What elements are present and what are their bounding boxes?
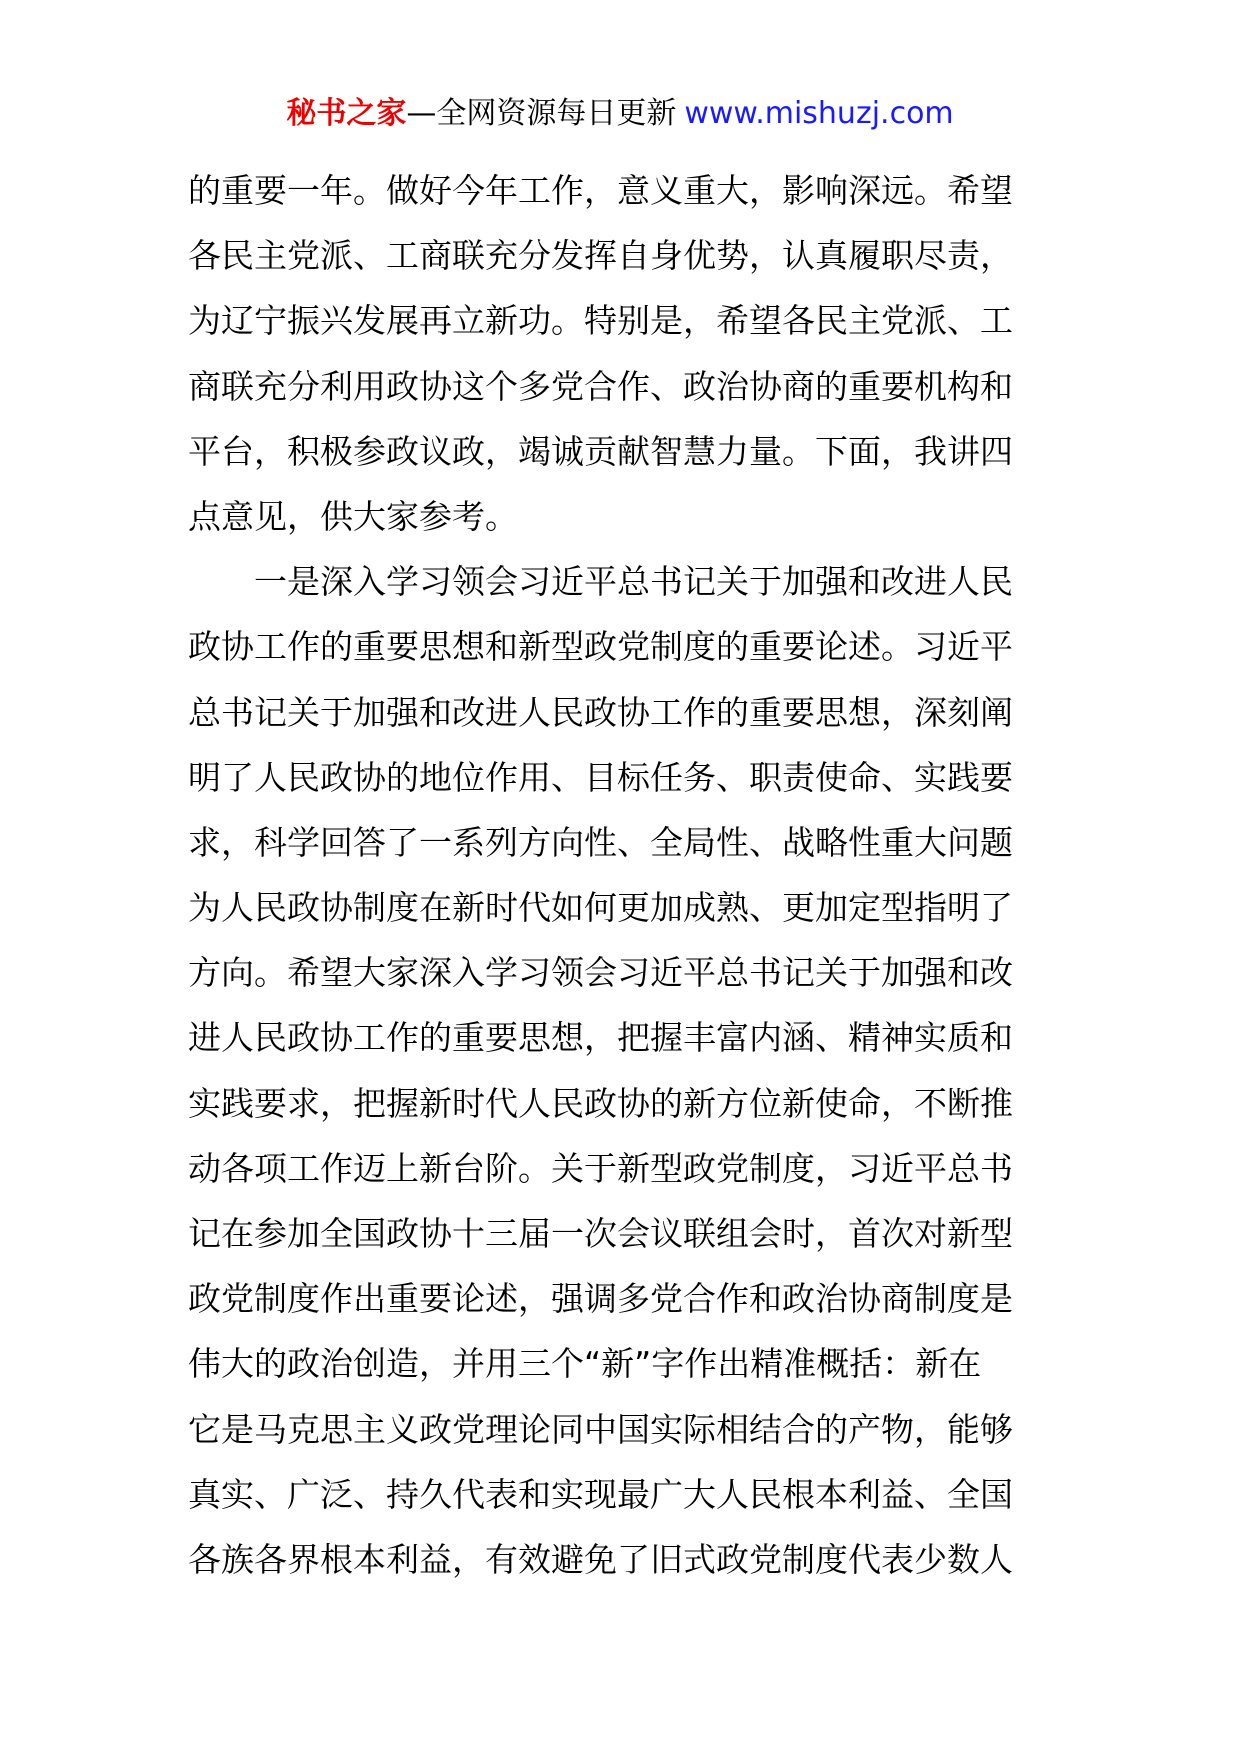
text-line: 商联充分利用政协这个多党合作、政治协商的重要机构和 (188, 366, 1013, 406)
text-line: 政协工作的重要思想和新型政党制度的重要论述。习近平 (188, 627, 1013, 667)
text-line: 总书记关于加强和改进人民政协工作的重要思想，深刻阐 (188, 692, 1013, 732)
text-line: 各民主党派、工商联充分发挥自身优势，认真履职尽责， (188, 236, 1013, 276)
watermark-header (0, 94, 1240, 134)
brand-name: 秘书之家 (286, 96, 407, 131)
text-line: 求，科学回答了一系列方向性、全局性、战略性重大问题 (188, 822, 1013, 862)
text-line: 进人民政协工作的重要思想，把握丰富内涵、精神实质和 (188, 1018, 1013, 1058)
header-tagline: —全网资源每日更新 (406, 96, 677, 131)
text-line: 为人民政协制度在新时代如何更加成熟、更加定型指明了 (188, 888, 1013, 928)
text-line: 实践要求，把握新时代人民政协的新方位新使命，不断推 (188, 1083, 1013, 1123)
text-line: 各族各界根本利益，有效避免了旧式政党制度代表少数人 (188, 1539, 1013, 1579)
site-url-link[interactable]: www.mishuzj.com (684, 96, 954, 131)
text-line: 记在参加全国政协十三届一次会议联组会时，首次对新型 (188, 1214, 1013, 1253)
text-line: 点意见，供大家参考。 (188, 496, 518, 536)
text-line: 真实、广泛、持久代表和实现最广大人民根本利益、全国 (188, 1474, 1013, 1514)
text-line: 政党制度作出重要论述，强调多党合作和政治协商制度是 (188, 1279, 1013, 1319)
text-line: 伟大的政治创造，并用三个“新”字作出精准概括：新在 (188, 1344, 982, 1384)
text-line: 明了人民政协的地位作用、目标任务、职责使命、实践要 (188, 757, 1013, 797)
text-line: 方向。希望大家深入学习领会习近平总书记关于加强和改 (188, 953, 1013, 993)
text-line: 为辽宁振兴发展再立新功。特别是，希望各民主党派、工 (188, 301, 1013, 341)
text-line: 它是马克思主义政党理论同中国实际相结合的产物，能够 (188, 1409, 1013, 1449)
text-line: 的重要一年。做好今年工作，意义重大，影响深远。希望 (188, 171, 1013, 210)
paragraph-first-line: 一是深入学习领会习近平总书记关于加强和改进人民 (254, 562, 1013, 602)
text-line: 动各项工作迈上新台阶。关于新型政党制度，习近平总书 (188, 1148, 1013, 1188)
document-body (188, 158, 1058, 1592)
text-line: 平台，积极参政议政，竭诚贡献智慧力量。下面，我讲四 (188, 431, 1013, 471)
